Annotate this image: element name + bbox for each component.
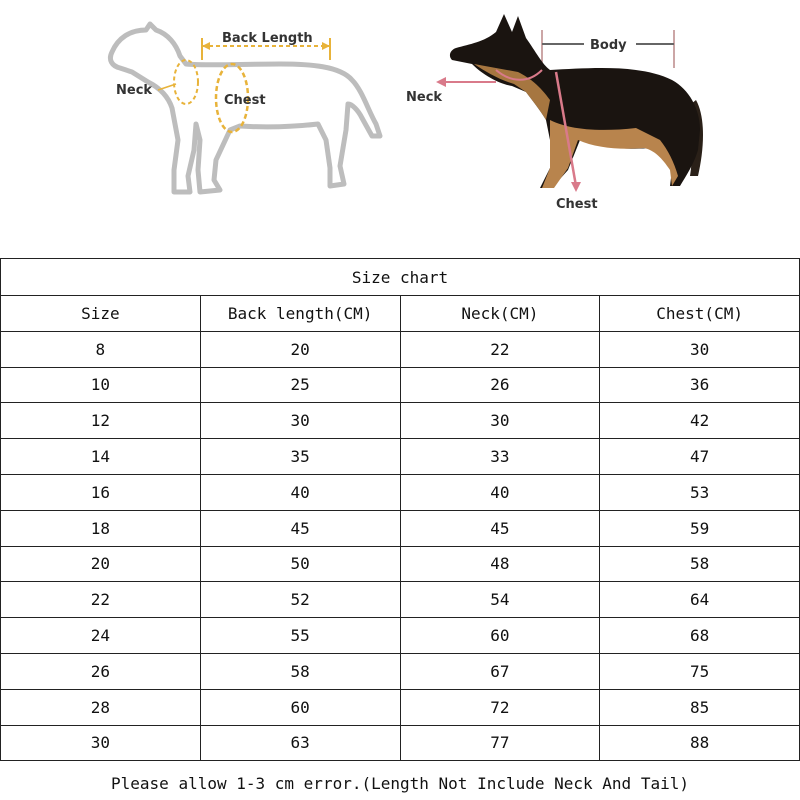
cell-neck: 40 bbox=[400, 474, 600, 510]
cell-neck: 45 bbox=[400, 510, 600, 546]
header-back-length: Back length(CM) bbox=[200, 296, 400, 332]
table-row bbox=[1, 582, 800, 618]
table-row bbox=[1, 618, 800, 654]
measurement-figures bbox=[0, 0, 800, 258]
dog-outline-diagram bbox=[0, 0, 400, 230]
cell-back-length: 40 bbox=[200, 474, 400, 510]
chest-label: Chest bbox=[224, 93, 266, 108]
table-title: Size chart bbox=[1, 259, 800, 296]
cell-neck: 30 bbox=[400, 403, 600, 439]
error-note: Please allow 1-3 cm error.(Length Not Include Neck And Tail) bbox=[111, 774, 689, 793]
cell-neck: 67 bbox=[400, 653, 600, 689]
cell-back-length: 25 bbox=[200, 367, 400, 403]
cell-chest: 42 bbox=[600, 403, 800, 439]
chest-arrow-icon bbox=[571, 182, 581, 192]
cell-chest: 68 bbox=[600, 618, 800, 654]
size-chart-table bbox=[0, 258, 800, 761]
neck-pointer-line bbox=[158, 84, 176, 90]
cell-neck: 22 bbox=[400, 331, 600, 367]
cell-size: 28 bbox=[1, 689, 201, 725]
table-row bbox=[1, 331, 800, 367]
cell-neck: 77 bbox=[400, 725, 600, 761]
dog-body-icon bbox=[450, 14, 700, 188]
cell-back-length: 55 bbox=[200, 618, 400, 654]
body-label: Body bbox=[590, 38, 627, 53]
cell-size: 12 bbox=[1, 403, 201, 439]
dog-outline-icon bbox=[110, 24, 380, 192]
back-length-arrow-right-icon bbox=[322, 42, 330, 50]
table-row bbox=[1, 689, 800, 725]
neck-measure-ring bbox=[174, 60, 198, 104]
cell-neck: 48 bbox=[400, 546, 600, 582]
table-row bbox=[1, 510, 800, 546]
header-neck: Neck(CM) bbox=[400, 296, 600, 332]
cell-size: 26 bbox=[1, 653, 201, 689]
table-row bbox=[1, 653, 800, 689]
cell-back-length: 50 bbox=[200, 546, 400, 582]
cell-neck: 26 bbox=[400, 367, 600, 403]
cell-size: 24 bbox=[1, 618, 201, 654]
cell-chest: 53 bbox=[600, 474, 800, 510]
cell-chest: 36 bbox=[600, 367, 800, 403]
cell-size: 22 bbox=[1, 582, 201, 618]
cell-back-length: 63 bbox=[200, 725, 400, 761]
back-length-arrow-left-icon bbox=[202, 42, 210, 50]
table-row bbox=[1, 546, 800, 582]
cell-size: 20 bbox=[1, 546, 201, 582]
cell-chest: 59 bbox=[600, 510, 800, 546]
table-row bbox=[1, 367, 800, 403]
cell-chest: 47 bbox=[600, 439, 800, 475]
cell-back-length: 30 bbox=[200, 403, 400, 439]
header-chest: Chest(CM) bbox=[600, 296, 800, 332]
back-length-label: Back Length bbox=[222, 31, 313, 46]
cell-size: 30 bbox=[1, 725, 201, 761]
table-header-row bbox=[1, 296, 800, 332]
cell-size: 8 bbox=[1, 331, 201, 367]
cell-size: 18 bbox=[1, 510, 201, 546]
cell-chest: 88 bbox=[600, 725, 800, 761]
cell-chest: 58 bbox=[600, 546, 800, 582]
cell-size: 10 bbox=[1, 367, 201, 403]
cell-back-length: 60 bbox=[200, 689, 400, 725]
table-row bbox=[1, 725, 800, 761]
cell-back-length: 45 bbox=[200, 510, 400, 546]
neck-label: Neck bbox=[116, 83, 153, 98]
cell-neck: 60 bbox=[400, 618, 600, 654]
cell-chest: 30 bbox=[600, 331, 800, 367]
cell-back-length: 58 bbox=[200, 653, 400, 689]
cell-chest: 75 bbox=[600, 653, 800, 689]
table-row bbox=[1, 439, 800, 475]
table-title-row bbox=[1, 259, 800, 296]
cell-chest: 64 bbox=[600, 582, 800, 618]
cell-back-length: 20 bbox=[200, 331, 400, 367]
cell-neck: 54 bbox=[400, 582, 600, 618]
neck-arrow-icon bbox=[436, 77, 446, 87]
table-row bbox=[1, 474, 800, 510]
neck-label: Neck bbox=[406, 90, 443, 105]
cell-size: 14 bbox=[1, 439, 201, 475]
cell-chest: 85 bbox=[600, 689, 800, 725]
cell-back-length: 35 bbox=[200, 439, 400, 475]
cell-back-length: 52 bbox=[200, 582, 400, 618]
german-shepherd-figure bbox=[400, 0, 800, 230]
chest-label: Chest bbox=[556, 197, 598, 212]
cell-neck: 33 bbox=[400, 439, 600, 475]
cell-neck: 72 bbox=[400, 689, 600, 725]
cell-size: 16 bbox=[1, 474, 201, 510]
table-row bbox=[1, 403, 800, 439]
header-size: Size bbox=[1, 296, 201, 332]
